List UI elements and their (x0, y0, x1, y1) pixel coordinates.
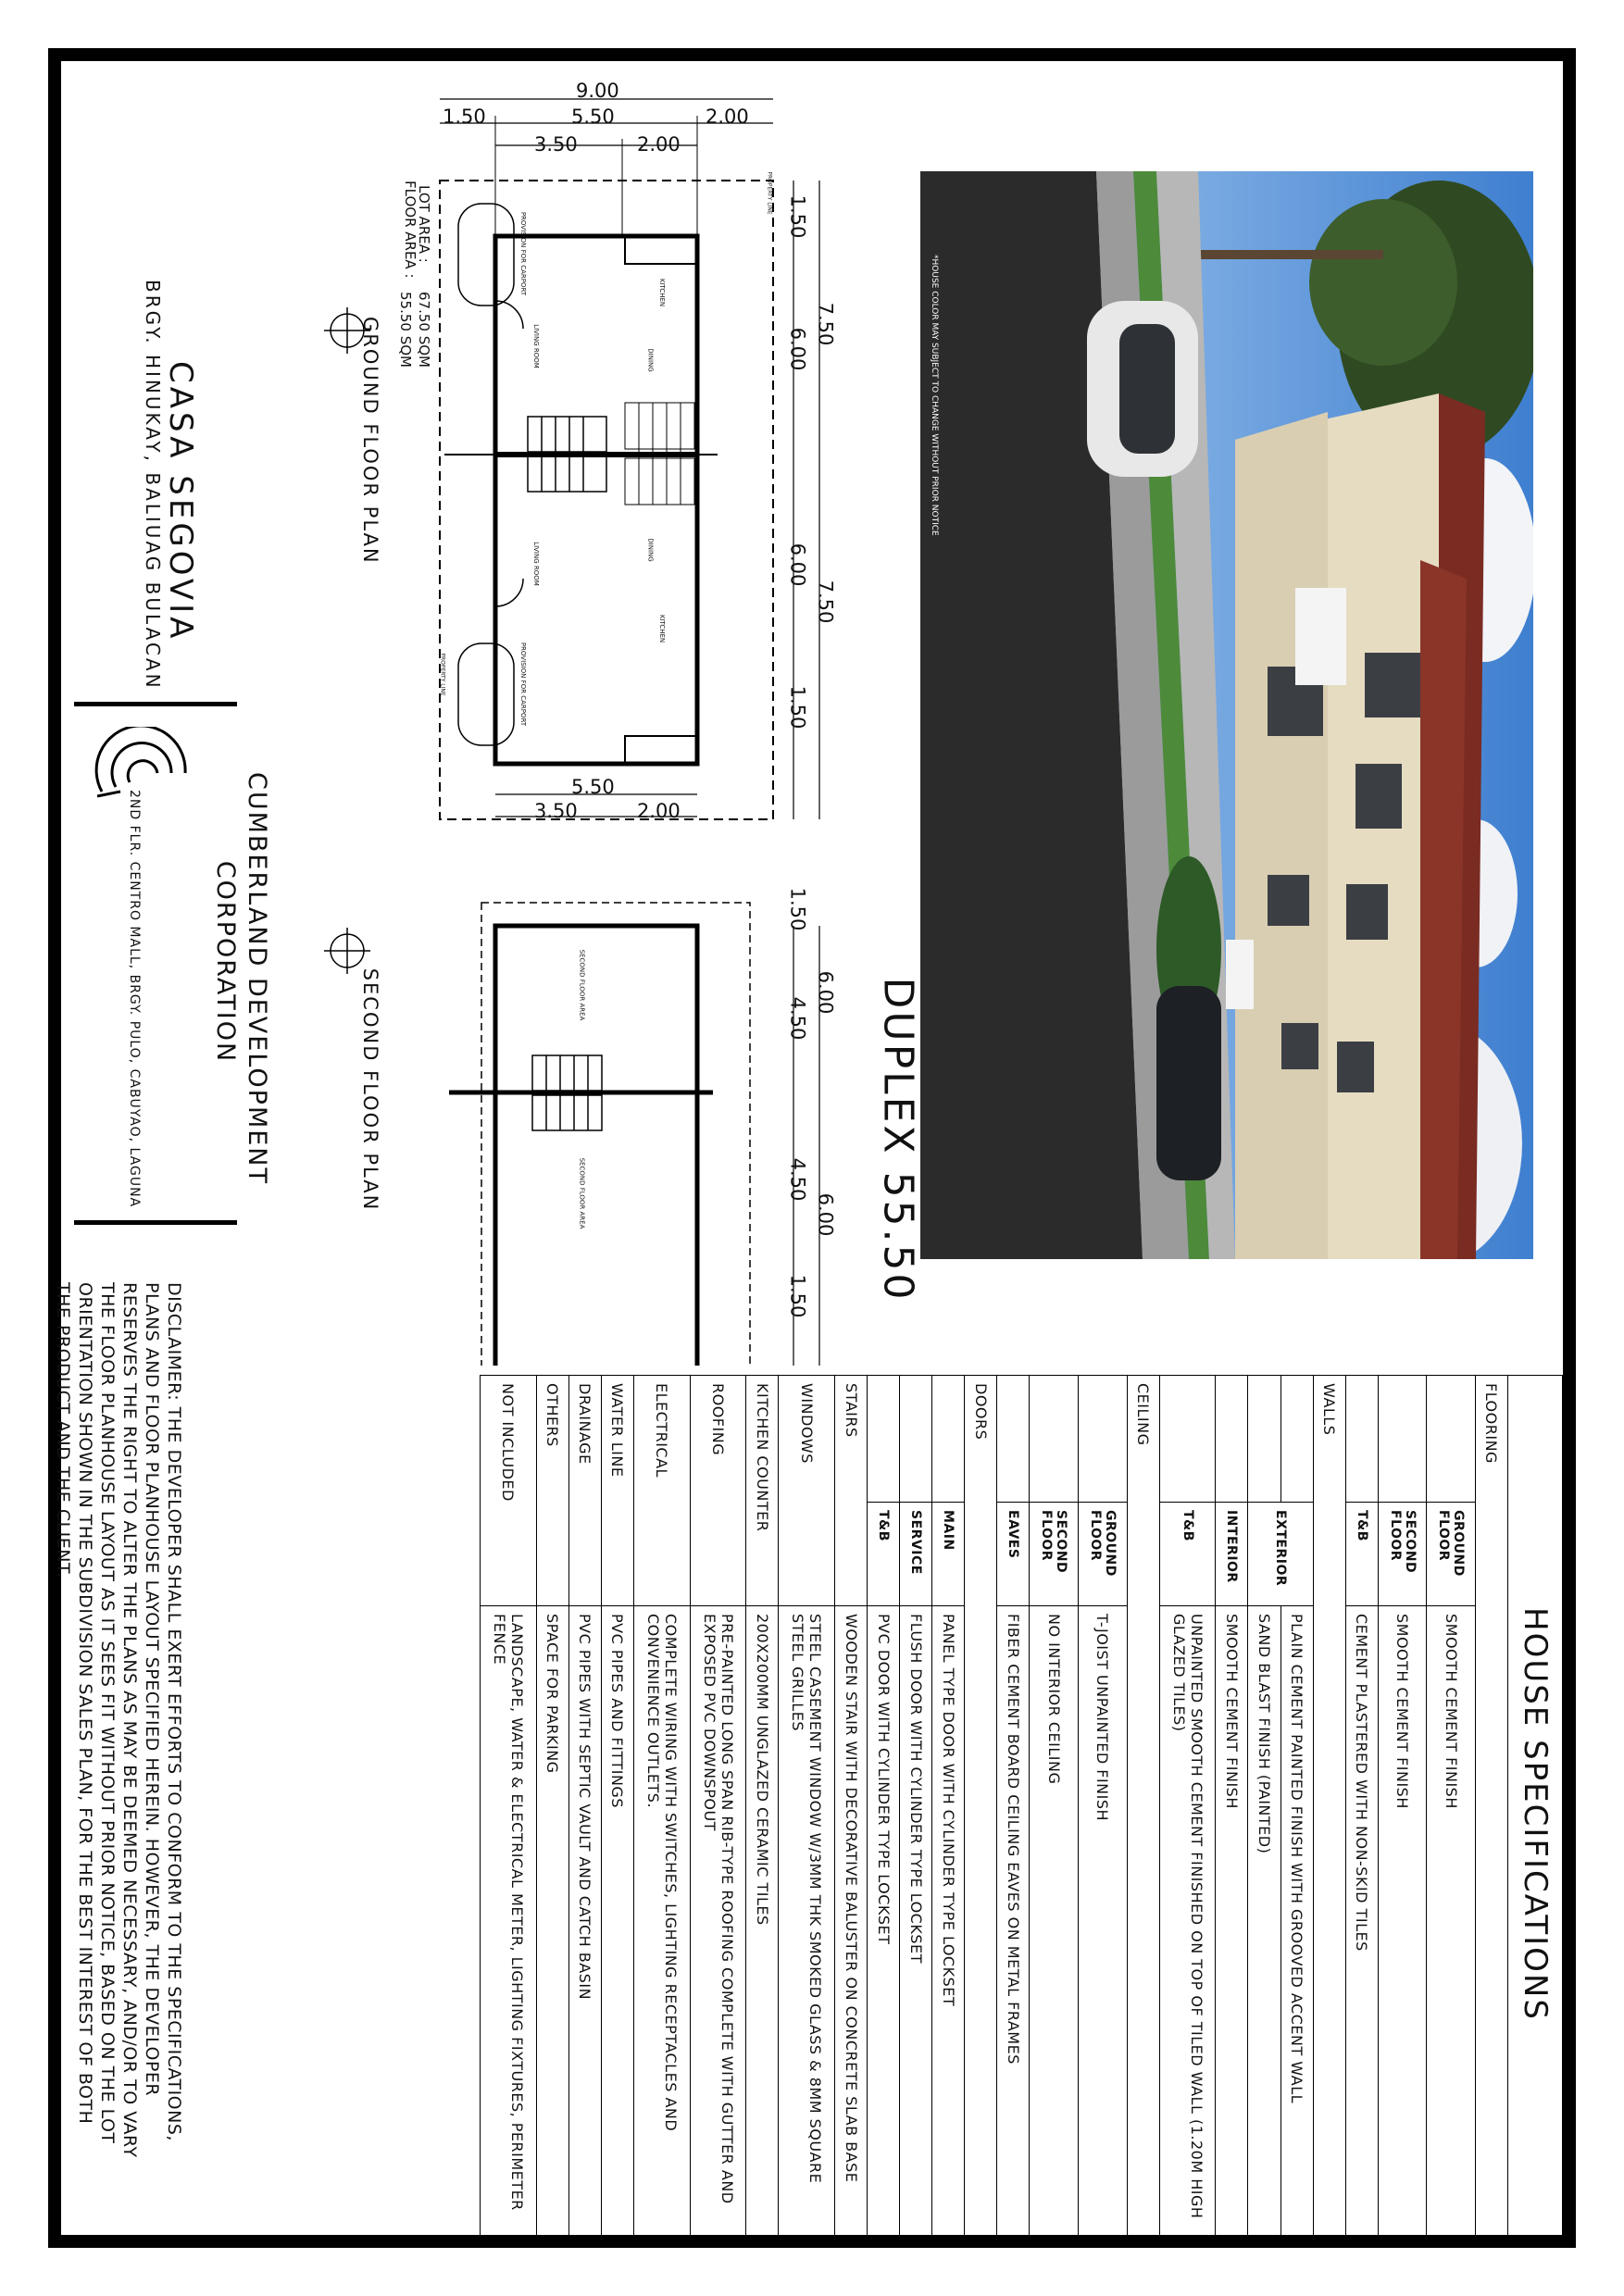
spec-desc: PLAIN CEMENT PAINTED FINISH WITH GROOVED ACCENT WALL (1280, 1606, 1313, 2236)
spec-category: CEILING (1127, 1376, 1159, 2236)
dim-unit-a: 7.50 (814, 302, 837, 346)
spec-desc: PVC DOOR WITH CYLINDER TYPE LOCKSET (868, 1606, 900, 2236)
sf-dim-unit-b: 6.00 (814, 1192, 837, 1237)
spec-category: ELECTRICAL (634, 1376, 691, 1606)
carport-label: PROVISION FOR CARPORT (519, 211, 528, 296)
disclaimer: DISCLAIMER: THE DEVELOPER SHALL EXERT EFFORTS TO CONFORM TO THE SPECIFICATIONS, PLANS AND FLOOR PLANHOUSE LAYOUT SPECIFIED HEREIN. HOWEVER, THE DEVELOPER RESERVES THE RIGHT TO ALTER THE PLANS AS MAY BE DEEMED NECESSARY, AND/OR TO VARY THE FLOOR PLANHOUSE LAYOUT AS IT SEES FIT WITHOUT PRIOR NOTICE, BASED ON THE LOT ORIENTATION SHOWN IN THE SUBDIVISION SALES PLAN, FOR THE BEST INTEREST OF BOTH THE PRODUCT AND THE CLIENT. (53, 1282, 184, 2158)
spec-category: WINDOWS (779, 1376, 835, 1606)
spec-desc: LANDSCAPE, WATER & ELECTRICAL METER, LIGHTING FIXTURES, PERIMETER FENCE (481, 1606, 537, 2236)
spec-sub: SECOND FLOOR (1030, 1503, 1079, 1606)
dim-side-a: 1.50 (786, 194, 809, 239)
dim-unit-b: 7.50 (814, 580, 837, 624)
spec-sub: INTERIOR (1216, 1503, 1248, 1606)
second-floor-outline (481, 903, 750, 1366)
spec-category: FLOORING (1475, 1376, 1507, 2236)
spec-desc: SPACE FOR PARKING (536, 1606, 568, 2236)
spec-desc: SMOOTH CEMENT FINISH (1427, 1606, 1476, 2236)
spec-desc: COMPLETE WIRING WITH SWITCHES, LIGHTING RECEPTACLES AND CONVENIENCE OUTLETS. (634, 1606, 691, 2236)
room-label: KITCHEN (658, 278, 667, 307)
room-label: LIVING ROOM (531, 542, 540, 586)
lot-area-value: 67.50 SQM (416, 292, 432, 368)
spec-sub: EAVES (997, 1503, 1030, 1606)
company-name (209, 772, 272, 1185)
divider-bottom (74, 1220, 237, 1225)
spec-sub: SERVICE (900, 1503, 932, 1606)
spec-desc: SAND BLAST FINISH (PAINTED) (1248, 1606, 1280, 2236)
dim-total: 9.00 (576, 80, 619, 102)
spec-table (480, 1375, 1563, 2236)
dim-side-d: 1.50 (786, 685, 809, 730)
dim-inner-a: 3.50 (534, 133, 578, 156)
project-name: CASA SEGOVIA (162, 361, 199, 643)
company-name-line2: CORPORATION (211, 860, 240, 1064)
property-line-label: PROPERTY LINE (766, 171, 773, 215)
ground-floor-plan-title: GROUND FLOOR PLAN (359, 317, 381, 565)
spec-category: WALLS (1313, 1376, 1345, 2236)
second-floor-plan-title: SECOND FLOOR PLAN (359, 967, 381, 1212)
spec-desc: WOODEN STAIR WITH DECORATIVE BALUSTER ON CONCRETE SLAB BASE (835, 1606, 868, 2236)
lot-area-label: LOT AREA : (416, 185, 432, 263)
project-address: BRGY. HINUKAY, BALIUAG BULACAN (142, 280, 164, 691)
spec-desc: STEEL CASEMENT WINDOW W/3MM THK SMOKED GLASS & 8MM SQUARE STEEL GRILLES (779, 1606, 835, 2236)
spec-desc: PVC PIPES AND FITTINGS (601, 1606, 633, 2236)
model-title: DUPLEX 55.50 (874, 977, 922, 1303)
spec-desc: PVC PIPES WITH SEPTIC VAULT AND CATCH BASIN (568, 1606, 601, 2236)
company-logo (93, 727, 194, 819)
spec-sub: T&B (1345, 1503, 1378, 1606)
divider-top (74, 702, 237, 706)
ground-property-line (440, 181, 773, 819)
dim-left: 1.50 (443, 106, 486, 128)
sf-dim-unit-a: 6.00 (814, 970, 837, 1015)
spec-desc: T-JOIST UNPAINTED FINISH (1079, 1606, 1128, 2236)
spec-category: DOORS (965, 1376, 997, 2236)
specifications (480, 1375, 1563, 2236)
spec-desc: SMOOTH CEMENT FINISH (1216, 1606, 1248, 2236)
spec-category: OTHERS (536, 1376, 568, 1606)
room-label: LIVING ROOM (531, 324, 540, 368)
dim-inner-b: 2.00 (637, 133, 681, 156)
spec-desc: 200X200MM UNGLAZED CERAMIC TILES (746, 1606, 779, 2236)
room-label: DINING (646, 538, 655, 562)
dim-side-b: 6.00 (786, 327, 809, 371)
spec-category: STAIRS (835, 1376, 868, 1606)
render-note: *HOUSE COLOR MAY SUBJECT TO CHANGE WITHOUT PRIOR NOTICE (930, 255, 939, 536)
spec-title: HOUSE SPECIFICATIONS (1508, 1376, 1563, 2236)
spec-desc: CEMENT PLASTERED WITH NON-SKID TILES (1345, 1606, 1378, 2236)
spec-category: NOT INCLUDED (481, 1376, 537, 1606)
room-label: KITCHEN (658, 614, 667, 643)
house-render-illustration (920, 171, 1533, 1259)
spec-desc: UNPAINTED SMOOTH CEMENT FINISHED ON TOP OF TILED WALL (1.20M HIGH GLAZED TILES) (1159, 1606, 1216, 2236)
dim-right: 2.00 (706, 106, 749, 128)
sf-dim-side-a: 1.50 (786, 887, 809, 931)
carport-label: PROVISION FOR CARPORT (519, 642, 528, 727)
spec-desc: PANEL TYPE DOOR WITH CYLINDER TYPE LOCKSET (932, 1606, 965, 2236)
sf-dim-total: 5.50 (571, 776, 615, 798)
spec-sub: SECOND FLOOR (1378, 1503, 1427, 1606)
spec-category: KITCHEN COUNTER (746, 1376, 779, 1606)
sf-dim-side-c: 4.50 (786, 1157, 809, 1202)
room-label: DINING (646, 348, 655, 372)
company-address: 2ND FLR. CENTRO MALL, BRGY. PULO, CABUYAO, LAGUNA (127, 790, 142, 1208)
spec-desc: NO INTERIOR CEILING (1030, 1606, 1079, 2236)
spec-category: ROOFING (690, 1376, 746, 1606)
spec-sub: MAIN (932, 1503, 965, 1606)
room-label: SECOND FLOOR AREA (578, 949, 586, 1021)
company-name-line1: CUMBERLAND DEVELOPMENT (243, 772, 271, 1185)
spec-desc: FLUSH DOOR WITH CYLINDER TYPE LOCKSET (900, 1606, 932, 2236)
spec-sub: T&B (868, 1503, 900, 1606)
sf-dim-b: 2.00 (637, 800, 681, 822)
floor-area-label: FLOOR AREA : (402, 181, 418, 279)
room-label: SECOND FLOOR AREA (578, 1157, 586, 1229)
spec-sub: GROUND FLOOR (1079, 1503, 1128, 1606)
floor-area-value: 55.50 SQM (397, 292, 414, 368)
spec-sub: EXTERIOR (1248, 1503, 1313, 1606)
spec-sub: T&B (1159, 1503, 1216, 1606)
house-render (920, 171, 1533, 1259)
sf-dim-a: 3.50 (534, 800, 578, 822)
spec-category: DRAINAGE (568, 1376, 601, 1606)
spec-desc: FIBER CEMENT BOARD CEILING EAVES ON METAL FRAMES (997, 1606, 1030, 2236)
spec-desc: PRE-PAINTED LONG SPAN RIB-TYPE ROOFING COMPLETE WITH GUTTER AND EXPOSED PVC DOWNSPOUT (690, 1606, 746, 2236)
sf-dim-side-d: 1.50 (786, 1274, 809, 1318)
sf-dim-side-b: 4.50 (786, 996, 809, 1041)
property-line-label: PROPERTY LINE (439, 653, 446, 696)
spec-category: WATER LINE (601, 1376, 633, 1606)
spec-desc: SMOOTH CEMENT FINISH (1378, 1606, 1427, 2236)
dim-side-c: 6.00 (786, 543, 809, 587)
second-floor-walls (495, 926, 697, 1366)
dim-mid: 5.50 (571, 106, 615, 128)
floor-plans (306, 88, 843, 1366)
spec-sub: GROUND FLOOR (1427, 1503, 1476, 1606)
